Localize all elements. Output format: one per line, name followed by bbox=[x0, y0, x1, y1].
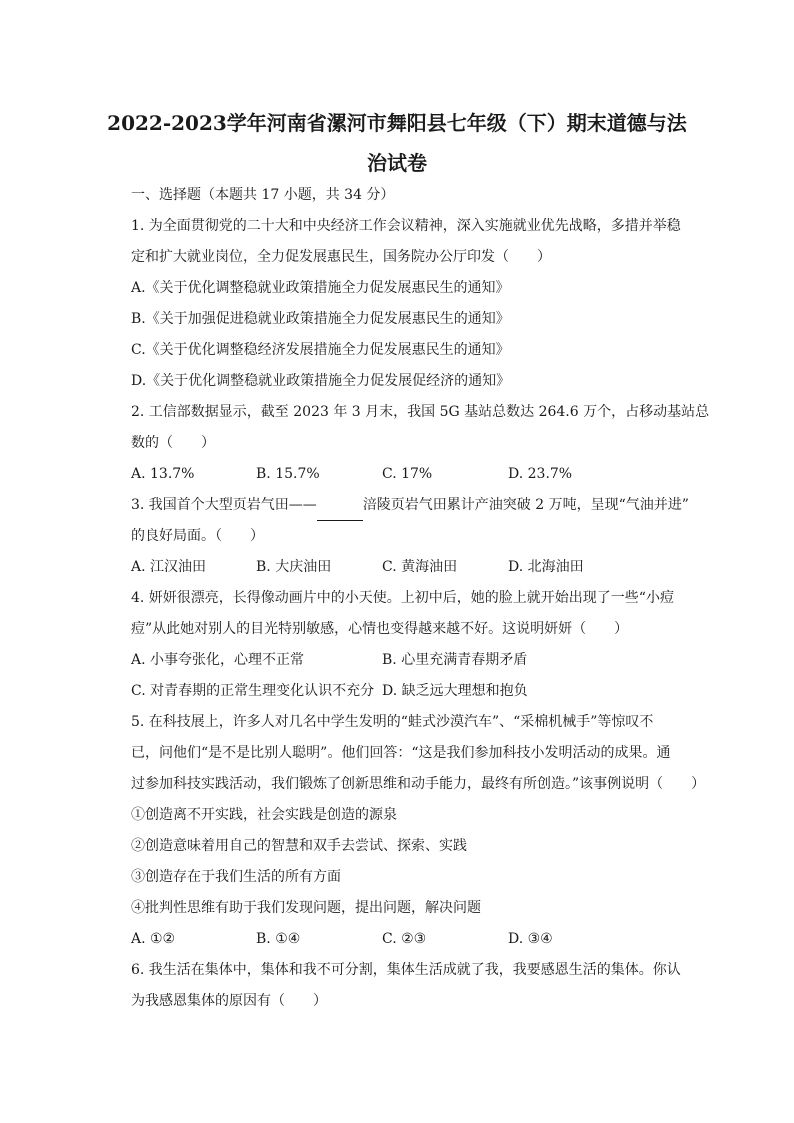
option-b: B. 心里充满青春期矛盾 bbox=[382, 652, 528, 668]
option-c: C.《关于优化调整稳经济发展措施全力促发展惠民生的通知》 bbox=[131, 342, 510, 358]
exam-title-line2: 治试卷 bbox=[367, 151, 427, 175]
option-d: D. 缺乏远大理想和抱负 bbox=[382, 683, 528, 699]
question-2 bbox=[131, 397, 710, 490]
options-row bbox=[131, 459, 699, 490]
question-stem-line: 定和扩大就业岗位，全力促发展惠民生，国务院办公厅印发（ ） bbox=[131, 249, 551, 265]
question-stem-line bbox=[131, 490, 699, 521]
question-stem-line: 的良好局面。（ ） bbox=[131, 528, 264, 544]
question-4 bbox=[131, 583, 699, 707]
statement: ④批判性思维有助于我们发现问题，提出问题，解决问题 bbox=[131, 900, 481, 916]
statement: ①创造离不开实践，社会实践是创造的源泉 bbox=[131, 807, 397, 823]
question-stem-line: 1. 为全面贯彻党的二十大和中央经济工作会议精神，深入实施就业优先战略，多措并举稳 bbox=[131, 218, 681, 234]
option-c: C. 黄海油田 bbox=[382, 559, 458, 575]
question-stem-line: 2. 工信部数据显示，截至 2023 年 3 月末，我国 5G 基站总数达 264.6 万个，占移动基站总 bbox=[131, 404, 710, 420]
exam-body bbox=[131, 180, 710, 1017]
question-3 bbox=[131, 490, 699, 583]
question-stem-line: 6. 我生活在集体中，集体和我不可分割，集体生活成就了我，我要感恩生活的集体。你认 bbox=[131, 962, 681, 978]
option-b: B. ①④ bbox=[256, 931, 301, 947]
options-row bbox=[131, 676, 699, 707]
option-c: C. ②③ bbox=[382, 931, 427, 947]
statement: ③创造存在于我们生活的所有方面 bbox=[131, 869, 341, 885]
option-d: D. ③④ bbox=[508, 931, 553, 947]
option-b: B. 15.7% bbox=[256, 466, 320, 482]
fill-blank bbox=[317, 502, 363, 521]
question-6 bbox=[131, 955, 699, 1017]
question-stem-line: 数的（ ） bbox=[131, 435, 215, 451]
statement: ②创造意味着用自己的智慧和双手去尝试、探索、实践 bbox=[131, 838, 467, 854]
option-b: B.《关于加强促进稳就业政策措施全力促发展惠民生的通知》 bbox=[131, 311, 510, 327]
section-heading: 一、选择题（本题共 17 小题，共 34 分） bbox=[131, 187, 395, 203]
option-a: A. ①② bbox=[131, 931, 176, 947]
option-d: D. 北海油田 bbox=[508, 559, 584, 575]
exam-title bbox=[100, 103, 694, 183]
option-a: A. 13.7% bbox=[131, 466, 195, 482]
option-b: B. 大庆油田 bbox=[256, 559, 332, 575]
option-a: A.《关于优化调整稳就业政策措施全力促发展惠民生的通知》 bbox=[131, 280, 510, 296]
question-1 bbox=[131, 211, 699, 397]
question-stem-line: 4. 妍妍很漂亮，长得像动画片中的小天使。上初中后，她的脸上就开始出现了一些“小痘 bbox=[131, 590, 674, 606]
question-5 bbox=[131, 707, 706, 955]
option-a: A. 江汉油田 bbox=[131, 559, 207, 575]
option-a: A. 小事夸张化，心理不正常 bbox=[131, 652, 305, 668]
option-d: D. 23.7% bbox=[508, 466, 573, 482]
question-stem-line: 5. 在科技展上，许多人对几名中学生发明的“蛙式沙漠汽车”、“采棉机械手”等惊叹不 bbox=[131, 714, 654, 730]
option-d: D.《关于优化调整稳就业政策措施全力促发展促经济的通知》 bbox=[131, 373, 511, 389]
options-row bbox=[131, 552, 699, 583]
question-stem-line: 痘”从此她对别人的目光特别敏感，心情也变得越来越不好。这说明妍妍（ ） bbox=[131, 621, 629, 637]
option-c: C. 对青春期的正常生理变化认识不充分 bbox=[131, 683, 375, 699]
stem-part-b: 涪陵页岩气田累计产油突破 2 万吨，呈现“气油并进” bbox=[362, 497, 689, 513]
options-row bbox=[131, 645, 699, 676]
exam-title-line1: 2022-2023学年河南省漯河市舞阳县七年级（下）期末道德与法 bbox=[107, 111, 687, 135]
question-stem-line: 已，问他们“是不是比别人聪明”。他们回答：“这是我们参加科技小发明活动的成果。通 bbox=[131, 745, 671, 761]
question-stem-line: 过参加科技实践活动，我们锻炼了创新思维和动手能力，最终有所创造。”该事例说明（ ） bbox=[131, 776, 706, 792]
option-c: C. 17% bbox=[382, 466, 433, 482]
question-stem-line: 为我感恩集体的原因有（ ） bbox=[131, 993, 327, 1009]
stem-part-a: 3. 我国首个大型页岩气田—— bbox=[131, 497, 317, 513]
options-row bbox=[131, 924, 699, 955]
